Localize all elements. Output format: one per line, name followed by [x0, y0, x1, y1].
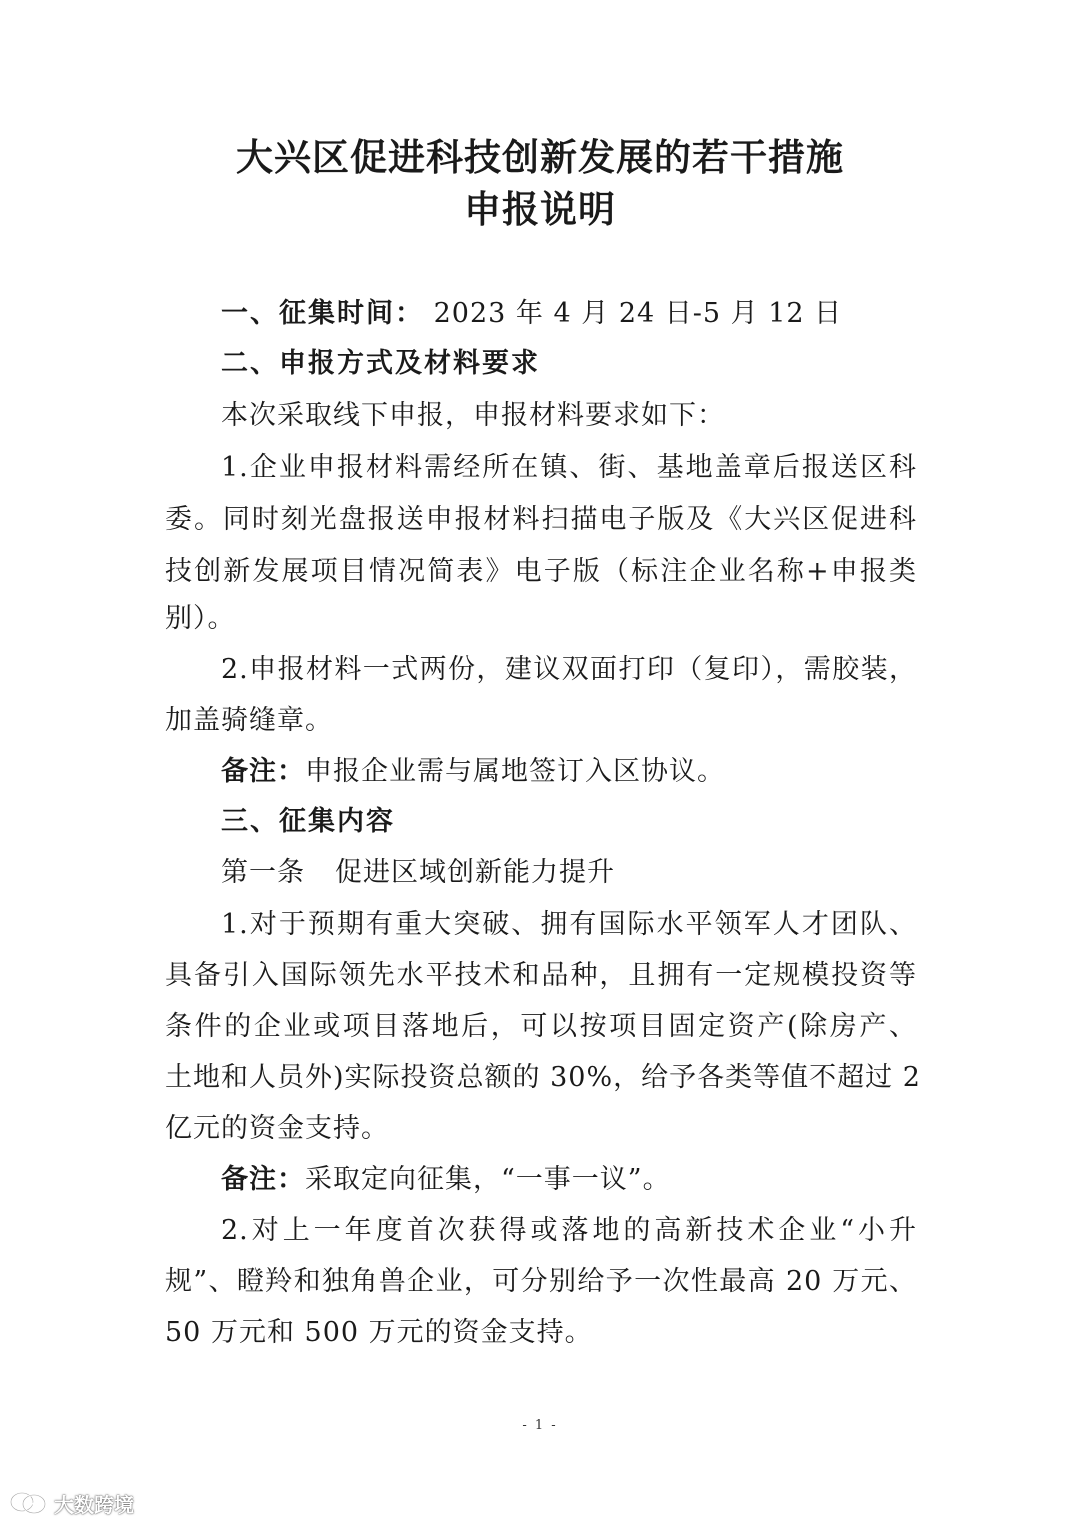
watermark-text: 大数跨境: [54, 1492, 134, 1517]
section-1: [221, 294, 917, 334]
section-2-note: [221, 752, 917, 792]
paragraph-line: 亿元的资金支持。: [165, 1113, 389, 1144]
paragraph-line: 具备引入国际领先水平技术和品种，且拥有一定规模投资等: [165, 960, 917, 991]
paragraph-line: 50 万元和 500 万元的资金支持。: [165, 1317, 593, 1348]
note-label: 备注：: [221, 756, 305, 787]
paragraph-line: 规”、瞪羚和独角兽企业，可分别给予一次性最高 20 万元、: [165, 1266, 917, 1297]
note-label: 备注：: [221, 1164, 305, 1195]
paragraph-line: 2.对上一年度首次获得或落地的高新技术企业“小升: [221, 1215, 917, 1246]
section-2-heading: 二、申报方式及材料要求: [221, 348, 540, 379]
paragraph-line: 别）。: [165, 603, 236, 634]
article-title: 促进区域创新能力提升: [335, 857, 615, 888]
paragraph-line: 土地和人员外)实际投资总额的 30%，给予各类等值不超过 2: [165, 1062, 921, 1093]
article-heading: [221, 853, 917, 893]
document-subtitle: 申报说明: [464, 188, 616, 231]
article-label: 第一条: [221, 857, 305, 888]
paragraph-line: 1.企业申报材料需经所在镇、街、基地盖章后报送区科: [221, 452, 917, 483]
paragraph-line: 条件的企业或项目落地后，可以按项目固定资产(除房产、: [165, 1011, 917, 1042]
section-2-intro: 本次采取线下申报，申报材料要求如下：: [221, 400, 725, 431]
paragraph-line: 2.申报材料一式两份，建议双面打印（复印），需胶装，: [221, 654, 917, 685]
paragraph-line: 技创新发展项目情况简表》电子版（标注企业名称+申报类: [165, 556, 917, 587]
chat-bubbles-icon: [8, 1490, 48, 1516]
section-1-heading: 一、征集时间：: [221, 298, 424, 329]
note-text: 申报企业需与属地签订入区协议。: [305, 756, 725, 787]
paragraph-line: 1.对于预期有重大突破、拥有国际水平领军人才团队、: [221, 909, 917, 940]
paragraph-line: 加盖骑缝章。: [165, 705, 333, 736]
paragraph-line: 委。同时刻光盘报送申报材料扫描电子版及《大兴区促进科: [165, 504, 917, 535]
note-text: 采取定向征集，“一事一议”。: [305, 1164, 671, 1195]
collection-period: 2023 年 4 月 24 日-5 月 12 日: [433, 298, 843, 329]
document-title: 大兴区促进科技创新发展的若干措施: [236, 136, 844, 179]
section-3-note: [221, 1160, 917, 1200]
page-number: - 1 -: [522, 1418, 558, 1433]
section-3-heading: 三、征集内容: [221, 806, 395, 837]
watermark: [8, 1488, 134, 1518]
